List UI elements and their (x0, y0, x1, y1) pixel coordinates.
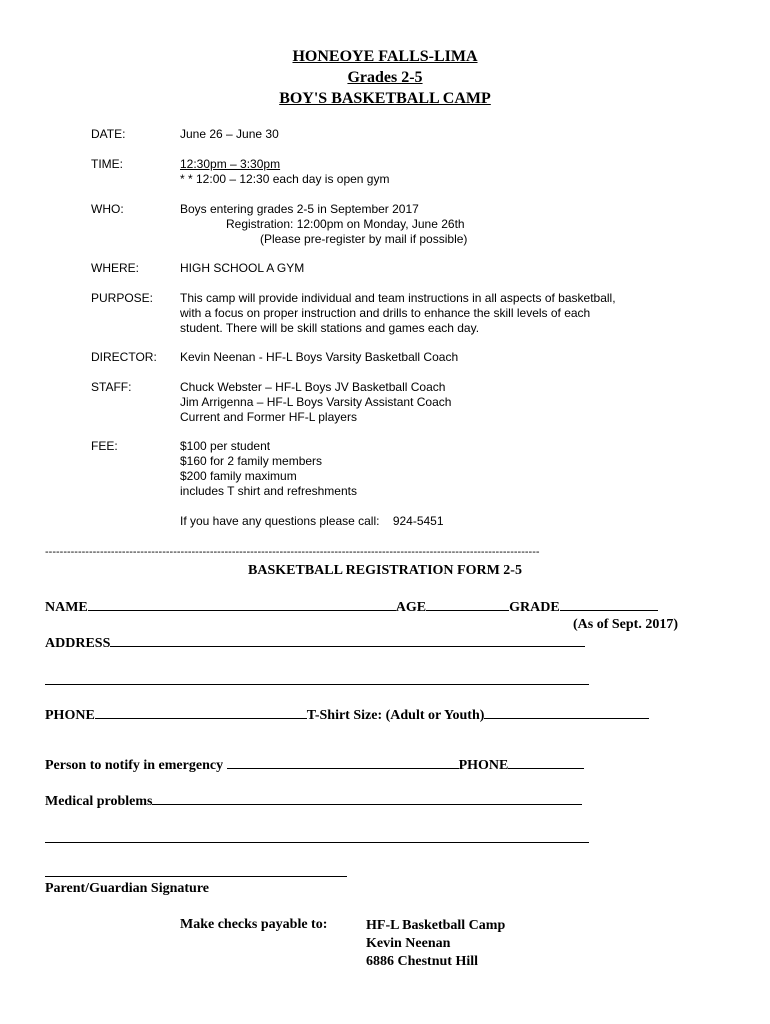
emergency-row (45, 756, 584, 774)
signature-field[interactable] (45, 876, 347, 877)
time-label: TIME: (91, 157, 123, 171)
school-name: HONEOYE FALLS-LIMA (292, 48, 478, 65)
open-gym-note: * * 12:00 – 12:30 each day is open gym (180, 172, 390, 186)
signature-label: Parent/Guardian Signature (45, 881, 210, 896)
questions-phone: 924-5451 (392, 514, 444, 528)
grade-field[interactable] (560, 598, 658, 611)
cut-line-divider: --------------------------------------------------------------------------------------------------------------------------------------- (45, 546, 540, 558)
payee-line: Kevin Neenan (366, 936, 451, 951)
age-label: AGE (395, 600, 427, 615)
grade-note: (As of Sept. 2017) (573, 617, 678, 632)
grade-label: GRADE (509, 600, 560, 615)
address-line-2[interactable] (45, 684, 589, 685)
address-row (45, 634, 585, 652)
emergency-phone-field[interactable] (508, 756, 584, 769)
name-row (45, 598, 658, 616)
form-title: BASKETBALL REGISTRATION FORM 2-5 (248, 563, 522, 578)
checks-payable-label: Make checks payable to: (180, 917, 328, 932)
phone-label: PHONE (45, 708, 95, 723)
fee-line: $100 per student (180, 439, 271, 453)
medical-field[interactable] (152, 792, 582, 805)
staff-line: Current and Former HF-L players (180, 410, 357, 424)
purpose-line: This camp will provide individual and team instructions in all aspects of basketball, (180, 291, 616, 305)
fee-label: FEE: (91, 439, 118, 453)
emergency-phone-label: PHONE (458, 758, 509, 773)
where-value: HIGH SCHOOL A GYM (180, 261, 305, 275)
preregister-line: (Please pre-register by mail if possible) (260, 232, 468, 246)
address-field[interactable] (110, 634, 585, 647)
questions-text: If you have any questions please call: (180, 514, 380, 528)
age-field[interactable] (426, 598, 509, 611)
address-label: ADDRESS (45, 636, 111, 651)
tshirt-field[interactable] (484, 706, 649, 719)
payee-line: HF-L Basketball Camp (366, 918, 506, 933)
purpose-line: with a focus on proper instruction and drills to enhance the skill levels of each (180, 306, 591, 320)
medical-line-2[interactable] (45, 842, 589, 843)
time-value: 12:30pm – 3:30pm (180, 157, 281, 171)
staff-label: STAFF: (91, 380, 132, 394)
emergency-label: Person to notify in emergency (45, 758, 227, 773)
medical-row (45, 792, 582, 810)
date-value: June 26 – June 30 (180, 127, 279, 141)
payee-line: 6886 Chestnut Hill (366, 954, 479, 969)
purpose-label: PURPOSE: (91, 291, 154, 305)
registration-line: Registration: 12:00pm on Monday, June 26th (226, 217, 465, 231)
who-line: Boys entering grades 2-5 in September 2017 (180, 202, 419, 216)
emergency-contact-field[interactable] (227, 756, 459, 769)
date-label: DATE: (91, 127, 126, 141)
phone-field[interactable] (95, 706, 307, 719)
staff-line: Jim Arrigenna – HF-L Boys Varsity Assistant Coach (180, 395, 452, 409)
purpose-line: student. There will be skill stations and games each day. (180, 321, 480, 335)
tshirt-label: T-Shirt Size: (Adult or Youth) (306, 708, 485, 723)
staff-line: Chuck Webster – HF-L Boys JV Basketball Coach (180, 380, 446, 394)
grades-heading: Grades 2-5 (347, 69, 423, 86)
where-label: WHERE: (91, 261, 139, 275)
fee-line: includes T shirt and refreshments (180, 484, 357, 498)
fee-line: $160 for 2 family members (180, 454, 323, 468)
payee-address (366, 917, 505, 971)
camp-title: BOY'S BASKETBALL CAMP (279, 90, 491, 107)
phone-row (45, 706, 649, 724)
who-label: WHO: (91, 202, 124, 216)
fee-line: $200 family maximum (180, 469, 297, 483)
name-label: NAME (45, 600, 88, 615)
medical-label: Medical problems (45, 794, 153, 809)
director-value: Kevin Neenan - HF-L Boys Varsity Basketball Coach (180, 350, 459, 364)
director-label: DIRECTOR: (91, 350, 157, 364)
name-field[interactable] (88, 598, 396, 611)
